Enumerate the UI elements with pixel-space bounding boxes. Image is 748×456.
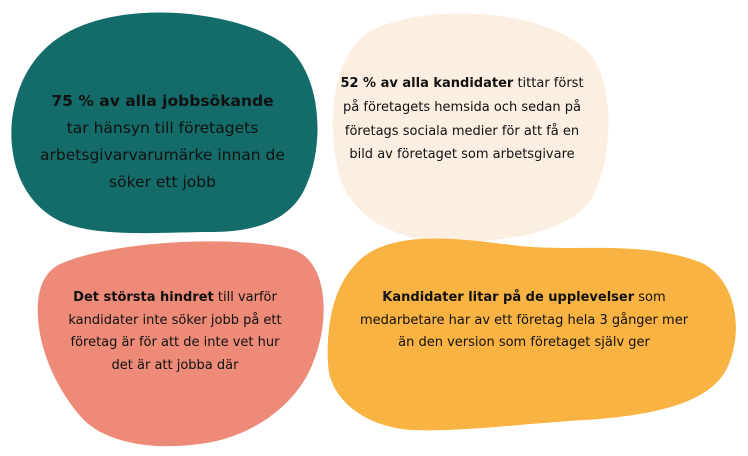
cream-blob-bold-text: 52 % av alla kandidater (340, 76, 514, 91)
teal-blob-bold-text: 75 % av alla jobbsökande (51, 92, 274, 110)
coral-blob-body-text: till varför kandidater inte söker jobb på ett företag är för att de inte vet hur det är att jobba där (68, 290, 282, 373)
coral-blob-bold-text: Det största hindret (73, 290, 214, 305)
orange-blob-body-text: som medarbetare har av ett företag hela 3 gånger mer än den version som företaget själv ger (359, 290, 689, 350)
orange-blob-bold-text: Kandidater litar på de upplevelser (382, 290, 635, 305)
cream-blob-text (336, 72, 588, 167)
orange-blob-text (358, 287, 690, 355)
coral-blob-text (64, 287, 286, 377)
cream-blob-body-text: tittar först på företagets hemsida och sedan på företags sociala medier för att få en bild av företaget som arbetsgivare (343, 76, 584, 163)
teal-blob-text (40, 88, 285, 196)
teal-blob-body-text: tar hänsyn till företagets arbetsgivarvarumärke innan de söker ett jobb (40, 119, 285, 191)
